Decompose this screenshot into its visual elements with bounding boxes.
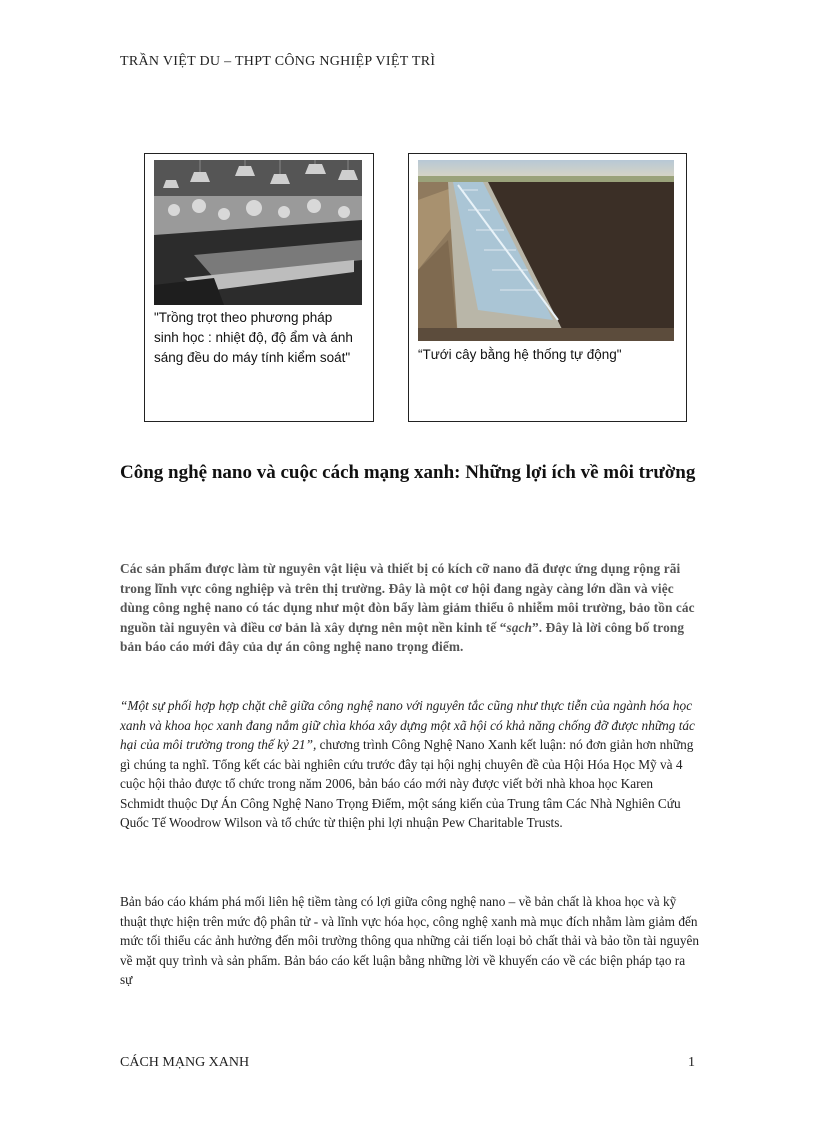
quote-paragraph	[120, 696, 700, 833]
greenhouse-photo	[154, 160, 362, 305]
figure-caption: “Tưới cây bằng hệ thống tự động"	[418, 347, 622, 362]
irrigation-photo	[418, 160, 674, 341]
intro-text: Các sản phẩm được làm từ nguyên vật liệu và thiết bị có kích cỡ nano đã được ứng dụng rộng rãi trong lĩnh vực công nghiệp và trên thị trường. Đây là một cơ hội đang ngày càng lớn dần và việc dùng công nghệ nano có tác dụng như một đòn bẩy làm giảm thiểu ô nhiễm môi trường, bảo tồn các nguồn tài nguyên và điều cơ bản là xây dựng nên một nền kinh tế “	[120, 561, 695, 635]
page-number: 1	[688, 1055, 695, 1070]
figure-caption: "Trồng trọt theo phương pháp sinh học : nhiệt độ, độ ẩm và ánh sáng đều do máy tính kiểm soát"	[154, 310, 353, 365]
page-header: TRẦN VIỆT DU – THPT CÔNG NGHIỆP VIỆT TRÌ	[120, 54, 436, 69]
quote-paragraph-rest: chương trình Công Nghệ Nano Xanh kết luận: nó đơn giản hơn những gì chúng ta nghĩ. Tổng kết các bài nghiên cứu trước đây tại hội nghị chuyên đề của Hội Hóa Học Mỹ và 4 cuộc hội thảo được tổ chức trong năm 2006, bản báo cáo mới này được viết bởi nhà khoa học Karen Schmidt thuộc Dự Án Công Nghệ Nano Trọng Điểm, một sáng kiến của Trung tâm Các Nhà Nghiên Cứu Quốc Tế Woodrow Wilson và tổ chức từ thiện phi lợi nhuận Pew Charitable Trusts.	[120, 737, 694, 830]
quote-text: “Một sự phối hợp hợp chặt chẽ giữa công nghệ nano với nguyên tắc cũng như thực tiễn của ngành hóa học xanh và khoa học xanh đang nắm giữ chìa khóa xây dựng một xã hội có khả năng chống đỡ được những tác hại của môi trường trong thế kỷ 21”,	[120, 698, 695, 752]
intro-text-end: ”. Đây là lời công bố trong bản báo cáo mới đây của dự án công nghệ nano trọng điểm.	[120, 619, 685, 654]
article-title: Công nghệ nano và cuộc cách mạng xanh: Những lợi ích về môi trường	[120, 462, 696, 483]
footer-title: CÁCH MẠNG XANH	[120, 1055, 250, 1070]
emphasis-clean: sạch	[506, 619, 533, 635]
intro-paragraph	[120, 559, 700, 657]
figure-greenhouse	[144, 153, 374, 422]
figure-irrigation	[408, 153, 687, 422]
body-paragraph: Bản báo cáo khám phá mối liên hệ tiềm tàng có lợi giữa công nghệ nano – về bản chất là khoa học và kỹ thuật thực hiện trên mức độ phân tử - và lĩnh vực hóa học, công nghệ xanh mà mục đích nhằm làm giảm đến mức tối thiểu các ảnh hưởng đến môi trường thông qua những cải tiến loại bỏ chất thải và bảo tồn tài nguyên về mặt quy trình và sản phẩm. Bản báo cáo kết luận bằng những lời về khuyến cáo về các biện pháp tạo ra sự	[120, 894, 700, 987]
